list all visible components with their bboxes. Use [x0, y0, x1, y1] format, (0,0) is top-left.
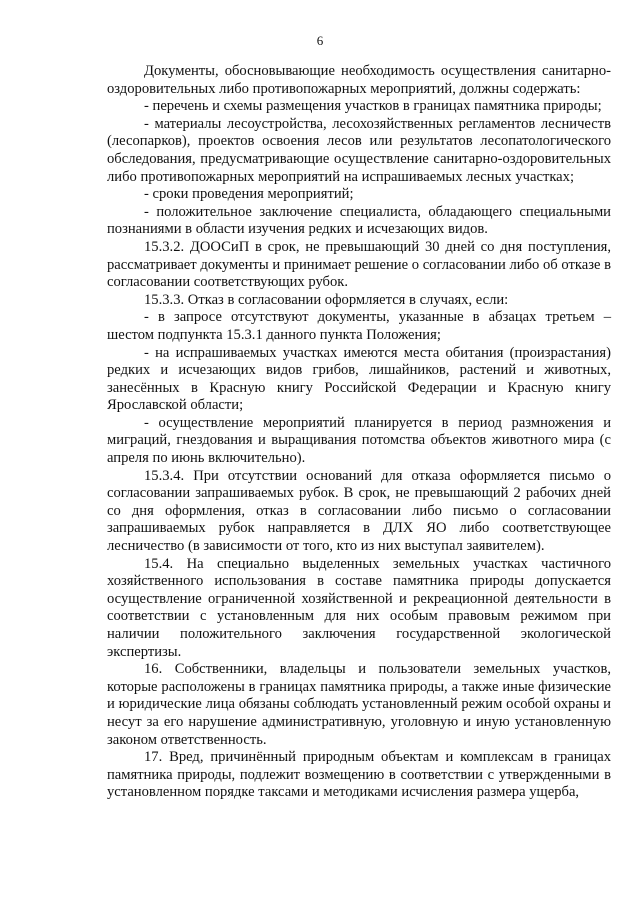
paragraph-15-3-2: 15.3.2. ДООСиП в срок, не превышающий 30 дней со дня поступления, рассматривает документы и принимает решение о согласовании либо об отказе в согласовании соответствующих рубок.: [107, 238, 611, 291]
document-body: [107, 63, 611, 802]
page-number: 6: [316, 33, 324, 48]
paragraph-15-3-3: 15.3.3. Отказ в согласовании оформляется в случаях, если:: [144, 291, 509, 308]
list-item-breeding-period: - осуществление мероприятий планируется в период размножения и миграций, гнездования и выращивания потомства объектов животного мира (с апреля по июнь включительно).: [107, 414, 611, 467]
paragraph-15-3-4: 15.3.4. При отсутствии оснований для отказа оформляется письмо о согласовании запрашиваемых рубок. В срок, не превышающий 2 рабочих дней со дня оформления, отказ в согласовании либо письмо о согласовании запрашиваемых рубок направляется в ДЛХ ЯО либо соответствующее лесничество (в зависимости от того, кто из них выступал заявителем).: [107, 467, 611, 555]
list-item-rare-species-habitats: - на испрашиваемых участках имеются места обитания (произрастания) редких и исчезающих видов грибов, лишайников, растений и животных, занесённых в Красную книгу Российской Федерации и Красную книгу Ярославской области;: [107, 344, 611, 414]
list-item-expert-opinion: - положительное заключение специалиста, обладающего специальными познаниями в области изучения редких и исчезающих видов.: [107, 203, 611, 238]
list-item-timing: - сроки проведения мероприятий;: [144, 186, 354, 203]
list-item-forest-materials: - материалы лесоустройства, лесохозяйственных регламентов лесничеств (лесопарков), проектов освоения лесов или результатов лесопатологического обследования, предусматривающие осуществление санитарно-оздоровительных либо противопожарных мероприятий на испрашиваемых лесных участках;: [107, 115, 611, 185]
list-item-site-schemes: - перечень и схемы размещения участков в границах памятника природы;: [144, 98, 602, 115]
paragraph-16: 16. Собственники, владельцы и пользователи земельных участков, которые расположены в границах памятника природы, а также иные физические и юридические лица обязаны соблюдать установленный режим особой охраны и несут за его нарушение административную, уголовную и иную установленную законом ответственность.: [107, 661, 611, 748]
paragraph-documents-intro: Документы, обосновывающие необходимость осуществления санитарно-оздоровительных либо противопожарных мероприятий, должны содержать:: [107, 63, 611, 97]
list-item-missing-documents: - в запросе отсутствуют документы, указанные в абзацах третьем – шестом подпункта 15.3.1 данного пункта Положения;: [107, 309, 611, 343]
paragraph-17: 17. Вред, причинённый природным объектам и комплексам в границах памятника природы, подлежит возмещению в соответствии с утвержденными в установленном порядке таксами и методиками исчисления размера ущерба,: [107, 749, 611, 801]
paragraph-15-4: 15.4. На специально выделенных земельных участках частичного хозяйственного использования в составе памятника природы допускается осуществление ограниченной хозяйственной и рекреационной деятельности в соответствии с установленным для них особым правовым режимом при наличии положительного заключения государственной экологической экспертизы.: [107, 555, 611, 660]
